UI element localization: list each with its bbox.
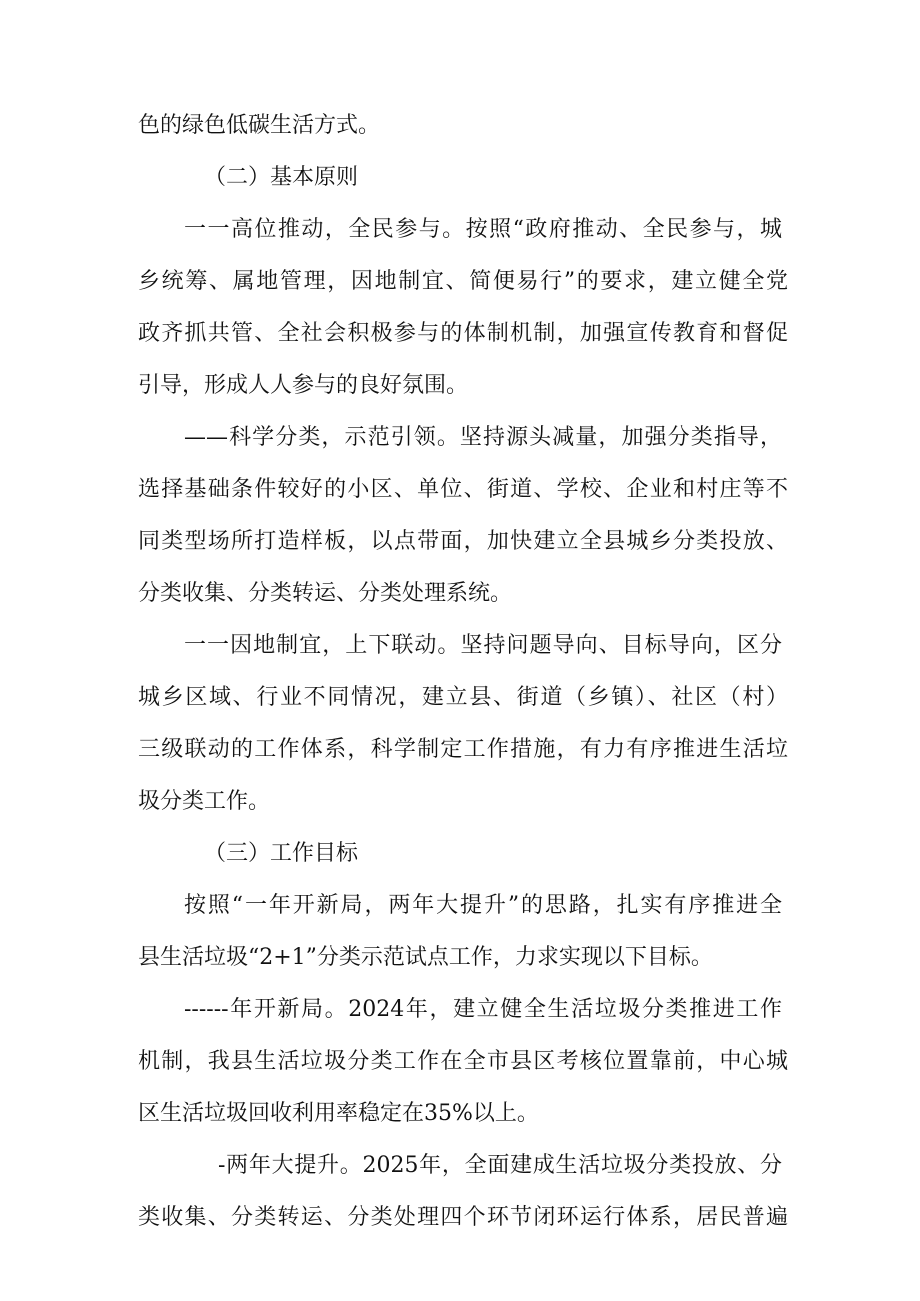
- text-line-10: 分类收集、分类转运、分类处理系统。: [138, 581, 513, 606]
- section-heading-basic-principles: （二）基本原则: [204, 165, 359, 190]
- text-line-3: 一一高位推动，全民参与。按照“政府推动、全民参与，城: [184, 217, 782, 242]
- text-line-8: 选择基础条件较好的小区、单位、街道、学校、企业和村庄等不: [138, 477, 788, 502]
- text-line-1: 色的绿色低碳生活方式。: [138, 113, 381, 138]
- text-line-13: 三级联动的工作体系，科学制定工作措施，有力有序推进生活垃: [138, 737, 788, 762]
- section-heading-work-goals: （三）工作目标: [204, 841, 359, 866]
- text-line-19: 机制，我县生活垃圾分类工作在全市县区考核位置靠前，中心城: [138, 1049, 788, 1074]
- text-line-16: 按照“一年开新局，两年大提升”的思路，扎实有序推进全: [184, 893, 782, 918]
- text-line-14: 圾分类工作。: [138, 789, 271, 814]
- text-line-11: 一一因地制宜，上下联动。坚持问题导向、目标导向，区分: [184, 633, 782, 658]
- text-line-18: ------年开新局。2024年，建立健全生活垃圾分类推进工作: [184, 997, 782, 1022]
- text-line-22: 类收集、分类转运、分类处理四个环节闭环运行体系，居民普遍: [138, 1205, 788, 1230]
- text-line-20: 区生活垃圾回收利用率稳定在35%以上。: [138, 1101, 539, 1126]
- text-line-12: 城乡区域、行业不同情况，建立县、街道（乡镇）、社区（村）: [138, 685, 788, 710]
- text-line-7: ——科学分类，示范引领。坚持源头减量，加强分类指导，: [184, 425, 782, 450]
- text-line-9: 同类型场所打造样板，以点带面，加快建立全县城乡分类投放、: [138, 529, 788, 554]
- text-line-21: -两年大提升。2025年，全面建成生活垃圾分类投放、分: [218, 1153, 782, 1178]
- text-line-6: 引导，形成人人参与的良好氛围。: [138, 373, 469, 398]
- text-line-5: 政齐抓共管、全社会积极参与的体制机制，加强宣传教育和督促: [138, 321, 788, 346]
- text-line-17: 县生活垃圾“2+1”分类示范试点工作，力求实现以下目标。: [138, 945, 713, 970]
- text-line-4: 乡统筹、属地管理，因地制宜、简便易行”的要求，建立健全党: [138, 269, 788, 294]
